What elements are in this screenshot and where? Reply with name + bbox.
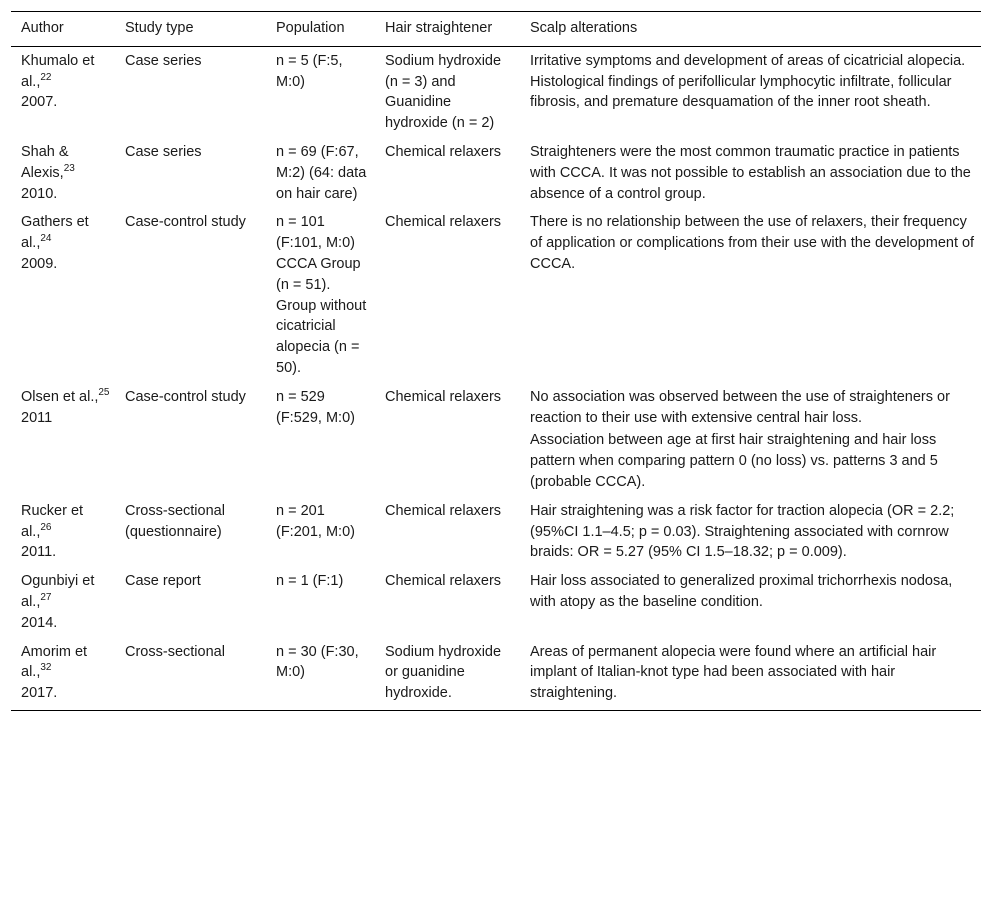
cell-population: n = 5 (F:5, M:0): [276, 52, 343, 90]
reference-number: 27: [40, 591, 52, 603]
cell-scalp-alterations: [520, 208, 981, 382]
cell-hair-straightener: Chemical relaxers: [385, 502, 502, 519]
table-row: [11, 46, 981, 138]
cell-scalp-alterations: [520, 567, 981, 637]
alteration-text: Association between age at first hair straightening and hair loss pattern when comparing pattern 0 (no loss) vs. patterns 3 and 5 (probable CCCA).: [530, 432, 938, 490]
table-row: [11, 383, 981, 497]
table-row: [11, 208, 981, 382]
author-year: 2017.: [21, 685, 58, 702]
alteration-text: Straighteners were the most common traumatic practice in patients with CCCA. It was not possible to establish an association due to the absence of a control group.: [530, 143, 971, 202]
cell-population: n = 201 (F:201, M:0): [276, 502, 355, 540]
table-header: [11, 12, 981, 47]
header-population: Population: [266, 12, 375, 47]
table-body: [11, 46, 981, 710]
author-year: 2007.: [21, 94, 58, 111]
cell-population: n = 1 (F:1): [276, 573, 344, 590]
alteration-text: Irritative symptoms and development of areas of cicatricial alopecia. Histological findings of perifollicular lymphocytic infiltrate, follicular fibrosis, and premature desquamation of the inner root sheath.: [530, 52, 966, 111]
study-table: [11, 11, 981, 711]
cell-hair-straightener: Sodium hydroxide (n = 3) and Guanidine hydroxide (n = 2): [385, 52, 502, 132]
header-hair-straightener: Hair straightener: [375, 12, 520, 47]
cell-study-type: Case series: [125, 52, 202, 69]
alteration-text: Areas of permanent alopecia were found where an artificial hair implant of Italian-knot type had been associated with hair straightening.: [530, 643, 937, 702]
reference-number: 26: [40, 521, 52, 533]
cell-population: n = 69 (F:67, M:2) (64: data on hair care): [276, 143, 367, 202]
author-year: 2014.: [21, 614, 58, 631]
author-year: 2011.: [21, 544, 57, 561]
cell-author: [11, 208, 115, 382]
alteration-text: Hair loss associated to generalized proximal trichorrhexis nodosa, with atopy as the baseline condition.: [530, 573, 953, 610]
cell-author: [11, 138, 115, 208]
author-name: Amorim et al.,: [21, 643, 88, 681]
header-author: Author: [11, 12, 115, 47]
author-name: Shah & Alexis,: [21, 143, 69, 181]
reference-number: 32: [40, 662, 52, 674]
table-row: [11, 497, 981, 567]
table-container: [11, 11, 981, 711]
author-name: Gathers et al.,: [21, 214, 89, 252]
cell-population: n = 101 (F:101, M:0) CCCA Group (n = 51). Group without cicatricial alopecia (n = 50).: [276, 214, 367, 376]
cell-author: [11, 383, 115, 497]
author-name: Ogunbiyi et al.,: [21, 573, 95, 610]
cell-scalp-alterations: [520, 497, 981, 567]
cell-study-type: Case-control study: [125, 214, 246, 231]
cell-population: n = 30 (F:30, M:0): [266, 638, 375, 711]
cell-study-type: Cross-sectional (questionnaire): [125, 502, 225, 540]
cell-hair-straightener: Chemical relaxers: [385, 143, 502, 160]
author-name: Rucker et al.,: [21, 502, 84, 540]
cell-hair-straightener: Sodium hydroxide or guanidine hydroxide.: [375, 638, 520, 711]
reference-number: 25: [98, 386, 110, 398]
cell-hair-straightener: Chemical relaxers: [385, 214, 502, 231]
alteration-text: No association was observed between the use of straighteners or reaction to their use with extensive central hair loss.: [530, 388, 950, 426]
header-study-type: Study type: [115, 12, 266, 47]
cell-author: [11, 497, 115, 567]
cell-scalp-alterations: [520, 638, 981, 711]
cell-population: n = 529 (F:529, M:0): [276, 388, 355, 426]
header-scalp-alterations: Scalp alterations: [520, 12, 981, 47]
cell-study-type: Case-control study: [125, 388, 246, 405]
cell-author: [11, 638, 115, 711]
author-name: Olsen et al.,: [21, 388, 99, 405]
cell-hair-straightener: Chemical relaxers: [385, 388, 502, 405]
cell-study-type: Case series: [125, 143, 202, 160]
author-year: 2011: [21, 409, 53, 426]
cell-scalp-alterations: [520, 383, 981, 497]
cell-study-type: Case report: [125, 573, 201, 590]
reference-number: 22: [40, 71, 52, 83]
author-name: Khumalo et al.,: [21, 52, 95, 90]
cell-author: [11, 46, 115, 138]
author-year: 2010.: [21, 185, 58, 202]
reference-number: 24: [40, 233, 52, 245]
alteration-text: Hair straightening was a risk factor for traction alopecia (OR = 2.2; (95%CI 1.1–4.5; p = 0.03). Straightening associated with cornrow braids: OR = 5.27 (95% CI 1.5–18.32; p = 0.009).: [530, 502, 955, 561]
cell-study-type: Cross-sectional: [115, 638, 266, 711]
cell-scalp-alterations: [520, 46, 981, 138]
table-row: [11, 638, 981, 711]
cell-hair-straightener: Chemical relaxers: [385, 573, 502, 590]
alteration-text: There is no relationship between the use of relaxers, their frequency of application or complications from their use with the development of CCCA.: [530, 214, 975, 272]
table-row: [11, 567, 981, 637]
header-row: [11, 12, 981, 47]
author-year: 2009.: [21, 255, 58, 272]
cell-author: [11, 567, 115, 637]
table-row: [11, 138, 981, 208]
reference-number: 23: [63, 162, 75, 174]
cell-scalp-alterations: [520, 138, 981, 208]
